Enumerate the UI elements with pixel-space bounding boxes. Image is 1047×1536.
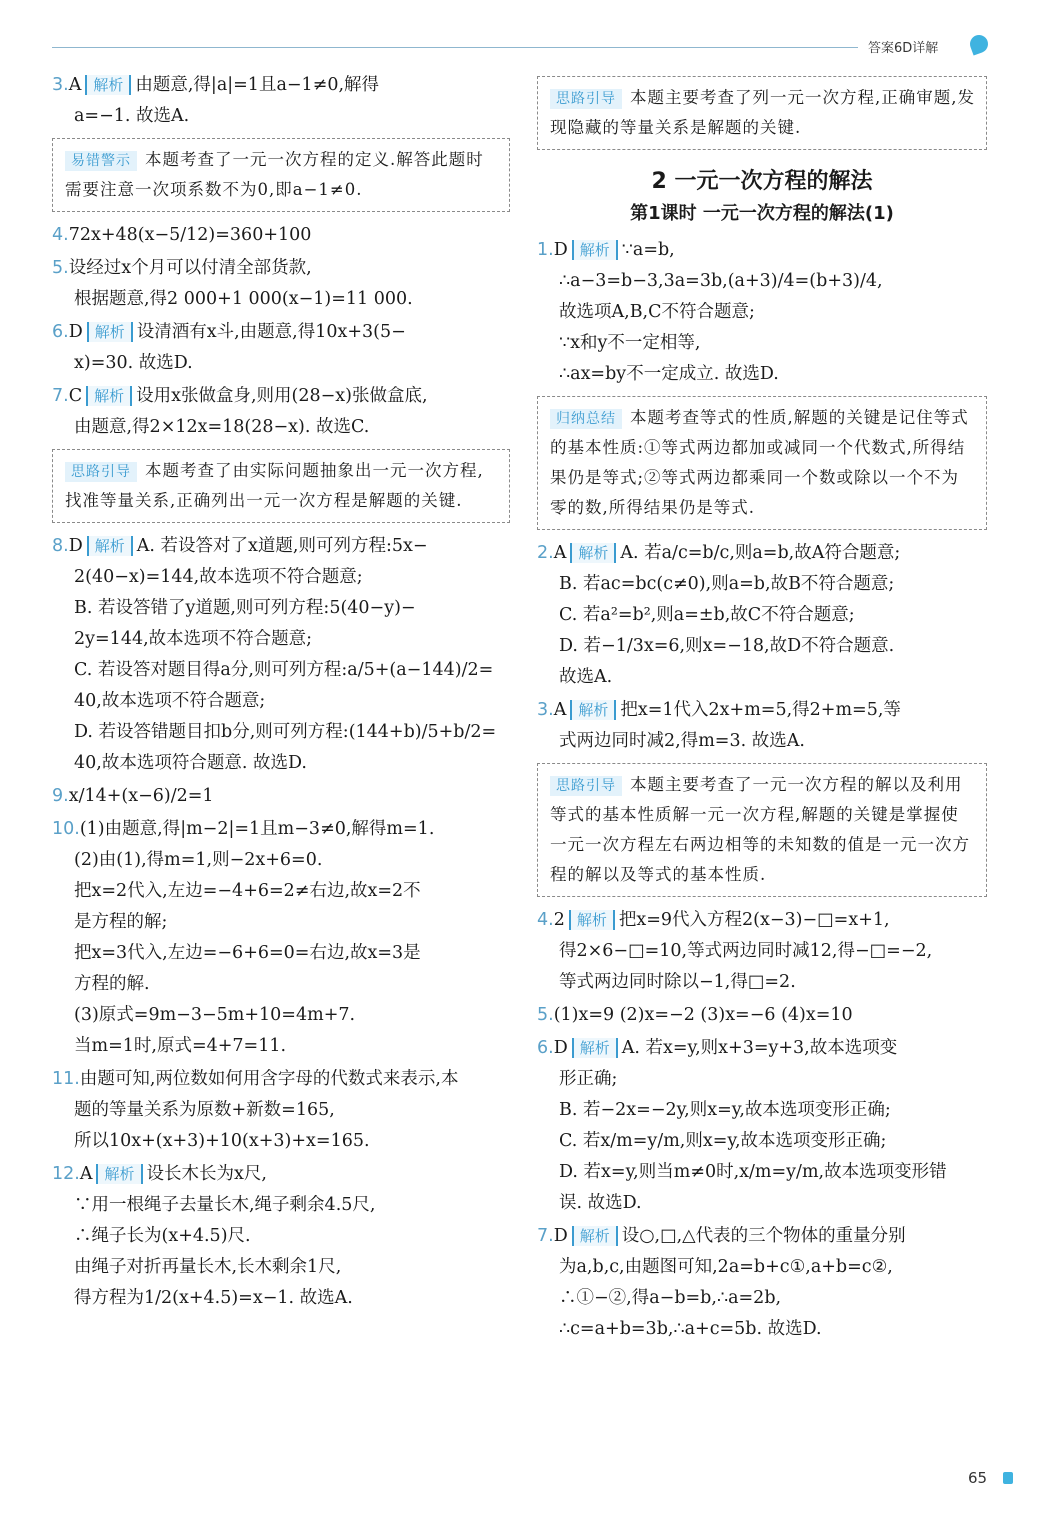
question-item bbox=[537, 1000, 987, 1031]
answer-text: 得方程为1/2(x+4.5)=x−1. 故选A. bbox=[74, 1288, 353, 1308]
analysis-tag: 解析 bbox=[85, 75, 131, 95]
answer-text: ∵用一根绳子去量长木,绳子剩余4.5尺, bbox=[74, 1195, 376, 1215]
answer-text: ∵a=b, bbox=[621, 240, 675, 260]
question-item bbox=[537, 695, 987, 757]
answer-line bbox=[537, 905, 987, 936]
answer-line bbox=[52, 907, 510, 938]
answer-text: 2(40−x)=144,故本选项不符合题意; bbox=[74, 567, 363, 587]
answer-line bbox=[537, 1000, 987, 1031]
answer-line bbox=[52, 1095, 510, 1126]
answer-text: 故选A. bbox=[559, 667, 613, 687]
answer-text: B. 若−2x=−2y,则x=y,故本选项变形正确; bbox=[559, 1100, 891, 1120]
answer-text: A. 若a/c=b/c,则a=b,故A符合题意; bbox=[620, 543, 901, 563]
tip-tag: 思路引导 bbox=[550, 776, 622, 796]
question-number: 6. bbox=[52, 322, 69, 342]
answer-text: 设用x张做盒身,则用(28−x)张做盒底, bbox=[136, 386, 428, 406]
answer-choice: D bbox=[68, 536, 83, 556]
question-number: 8. bbox=[52, 536, 69, 556]
answer-line bbox=[52, 101, 510, 132]
analysis-tag: 解析 bbox=[569, 910, 615, 930]
answer-line bbox=[52, 624, 510, 655]
answer-text: ∴①−②,得a−b=b,∴a=2b, bbox=[559, 1288, 782, 1308]
question-item bbox=[52, 381, 510, 443]
answer-line bbox=[52, 381, 510, 412]
answer-line bbox=[537, 1126, 987, 1157]
answer-text: ∴ax=by不一定成立. 故选D. bbox=[559, 364, 779, 384]
answer-line bbox=[52, 748, 510, 779]
answer-line bbox=[52, 655, 510, 686]
answer-line bbox=[537, 359, 987, 390]
question-number: 1. bbox=[537, 240, 554, 260]
answer-line bbox=[52, 284, 510, 315]
analysis-tag: 解析 bbox=[87, 322, 133, 342]
question-item bbox=[52, 814, 510, 1062]
answer-line bbox=[52, 814, 510, 845]
answer-line bbox=[52, 412, 510, 443]
answer-text: 是方程的解; bbox=[74, 912, 168, 932]
answer-line bbox=[52, 876, 510, 907]
question-item bbox=[537, 905, 987, 998]
answer-text: 由题意,得2×12x=18(28−x). 故选C. bbox=[74, 417, 370, 437]
question-number: 7. bbox=[52, 386, 69, 406]
question-number: 4. bbox=[52, 225, 69, 245]
answer-text: (1)x=9 (2)x=−2 (3)x=−6 (4)x=10 bbox=[553, 1005, 853, 1025]
answer-text: 40,故本选项不符合题意; bbox=[74, 691, 266, 711]
question-number: 10. bbox=[52, 819, 80, 839]
section-title: 2 一元一次方程的解法 bbox=[651, 169, 873, 194]
answer-text: x/14+(x−6)/2=1 bbox=[68, 786, 214, 806]
answer-text: x)=30. 故选D. bbox=[74, 353, 193, 373]
answer-text: (3)原式=9m−3−5m+10=4m+7. bbox=[74, 1005, 356, 1025]
answer-text: 根据题意,得2 000+1 000(x−1)=11 000. bbox=[74, 289, 413, 309]
answer-line bbox=[52, 348, 510, 379]
answer-text: 式两边同时减2,得m=3. 故选A. bbox=[559, 731, 805, 751]
answer-line bbox=[52, 845, 510, 876]
left-column bbox=[52, 70, 510, 1316]
answer-line bbox=[52, 1031, 510, 1062]
answer-text: (1)由题意,得|m−2|=1且m−3≠0,解得m=1. bbox=[79, 819, 435, 839]
question-item bbox=[52, 253, 510, 315]
question-item bbox=[52, 1159, 510, 1314]
answer-text: ∴a−3=b−3,3a=3b,(a+3)/4=(b+3)/4, bbox=[559, 271, 883, 291]
analysis-tag: 解析 bbox=[96, 1164, 142, 1184]
answer-text: ∴c=a+b=3b,∴a+c=5b. 故选D. bbox=[559, 1319, 822, 1339]
answer-text: B. 若ac=bc(c≠0),则a=b,故B不符合题意; bbox=[559, 574, 895, 594]
question-item bbox=[52, 220, 510, 251]
answer-line bbox=[537, 695, 987, 726]
answer-choice: 2 bbox=[553, 910, 565, 930]
answer-choice: D bbox=[553, 1038, 568, 1058]
answer-line bbox=[52, 593, 510, 624]
answer-text: D. 若x=y,则当m≠0时,x/m=y/m,故本选项变形错 bbox=[559, 1162, 947, 1182]
answer-line bbox=[537, 266, 987, 297]
question-number: 3. bbox=[537, 700, 554, 720]
question-number: 11. bbox=[52, 1069, 80, 1089]
answer-text: 所以10x+(x+3)+10(x+3)+x=165. bbox=[74, 1131, 370, 1151]
answer-text: 把x=9代入方程2(x−3)−□=x+1, bbox=[618, 910, 890, 930]
answer-line bbox=[52, 1221, 510, 1252]
answer-line bbox=[52, 717, 510, 748]
question-number: 5. bbox=[537, 1005, 554, 1025]
answer-line bbox=[537, 1314, 987, 1345]
answer-line bbox=[537, 967, 987, 998]
answer-text: 把x=3代入,左边=−6+6=0=右边,故x=3是 bbox=[74, 943, 421, 963]
tip-box bbox=[537, 763, 987, 897]
answer-text: 由题可知,两位数如何用含字母的代数式来表示,本 bbox=[79, 1069, 459, 1089]
question-item bbox=[537, 235, 987, 390]
answer-line bbox=[537, 1064, 987, 1095]
answer-choice: D bbox=[553, 240, 568, 260]
question-item bbox=[537, 1221, 987, 1345]
answer-line bbox=[537, 726, 987, 757]
answer-choice: A bbox=[553, 700, 567, 720]
answer-line bbox=[537, 538, 987, 569]
answer-line bbox=[52, 686, 510, 717]
answer-text: 由题意,得|a|=1且a−1≠0,解得 bbox=[135, 75, 380, 95]
tip-text: 本题考查了由实际问题抽象出一元一次方程,找准等量关系,正确列出一元一次方程是解题的关键. bbox=[65, 461, 484, 510]
answer-line bbox=[537, 1157, 987, 1188]
answer-text: C. 若x/m=y/m,则x=y,故本选项变形正确; bbox=[559, 1131, 887, 1151]
answer-text: D. 若−1/3x=6,则x=−18,故D不符合题意. bbox=[559, 636, 895, 656]
answer-text: 设清酒有x斗,由题意,得10x+3(5− bbox=[136, 322, 406, 342]
answer-text: ∴绳子长为(x+4.5)尺. bbox=[74, 1226, 251, 1246]
answer-choice: A bbox=[553, 543, 567, 563]
answer-text: 设长木长为x尺, bbox=[146, 1164, 267, 1184]
answer-text: 方程的解. bbox=[74, 974, 150, 994]
question-item bbox=[537, 1033, 987, 1219]
answer-text: 形正确; bbox=[559, 1069, 618, 1089]
answer-line bbox=[52, 220, 510, 251]
answer-line bbox=[52, 1159, 510, 1190]
analysis-tag: 解析 bbox=[86, 386, 132, 406]
right-column bbox=[537, 70, 987, 1347]
page-corner-icon bbox=[1003, 1472, 1013, 1484]
answer-line bbox=[537, 600, 987, 631]
question-number: 4. bbox=[537, 910, 554, 930]
question-item bbox=[52, 781, 510, 812]
answer-text: 2y=144,故本选项不符合题意; bbox=[74, 629, 313, 649]
analysis-tag: 解析 bbox=[572, 240, 618, 260]
question-number: 12. bbox=[52, 1164, 80, 1184]
answer-line bbox=[52, 1126, 510, 1157]
answer-choice: A bbox=[79, 1164, 93, 1184]
tip-tag: 易错警示 bbox=[65, 151, 137, 171]
answer-text: (2)由(1),得m=1,则−2x+6=0. bbox=[74, 850, 323, 870]
answer-text: 为a,b,c,由题图可知,2a=b+c①,a+b=c②, bbox=[559, 1257, 893, 1277]
answer-text: 由绳子对折再量长木,长木剩余1尺, bbox=[74, 1257, 342, 1277]
answer-choice: A bbox=[68, 75, 82, 95]
answer-line bbox=[537, 1221, 987, 1252]
header-leaf-icon bbox=[967, 32, 990, 55]
tip-box bbox=[537, 396, 987, 530]
tip-box bbox=[537, 76, 987, 150]
answer-choice: C bbox=[68, 386, 83, 406]
answer-text: 当m=1时,原式=4+7=11. bbox=[74, 1036, 287, 1056]
tip-tag: 归纳总结 bbox=[550, 409, 622, 429]
question-number: 7. bbox=[537, 1226, 554, 1246]
answer-line bbox=[537, 235, 987, 266]
answer-line bbox=[52, 969, 510, 1000]
header-rule bbox=[52, 47, 858, 48]
analysis-tag: 解析 bbox=[572, 1038, 618, 1058]
answer-text: 题的等量关系为原数+新数=165, bbox=[74, 1100, 335, 1120]
question-item bbox=[52, 70, 510, 132]
tip-box bbox=[52, 138, 510, 212]
answer-text: B. 若设答错了y道题,则可列方程:5(40−y)− bbox=[74, 598, 416, 618]
tip-text: 本题考查等式的性质,解题的关键是记住等式的基本性质:①等式两边都加或减同一个代数式,所得结果仍是等式;②等式两边都乘同一个数或除以一个不为零的数,所得结果仍是等式. bbox=[550, 408, 969, 517]
answer-line bbox=[537, 1095, 987, 1126]
question-number: 5. bbox=[52, 258, 69, 278]
tip-tag: 思路引导 bbox=[65, 462, 137, 482]
answer-line bbox=[537, 1283, 987, 1314]
answer-line bbox=[537, 1252, 987, 1283]
question-number: 9. bbox=[52, 786, 69, 806]
answer-line bbox=[537, 662, 987, 693]
lesson-title: 第1课时 一元一次方程的解法(1) bbox=[630, 203, 894, 224]
answer-line bbox=[537, 328, 987, 359]
answer-line bbox=[52, 317, 510, 348]
answer-text: 误. 故选D. bbox=[559, 1193, 642, 1213]
question-number: 3. bbox=[52, 75, 69, 95]
answer-text: 把x=2代入,左边=−4+6=2≠右边,故x=2不 bbox=[74, 881, 421, 901]
answer-text: C. 若设答对题目得a分,则可列方程:a/5+(a−144)/2= bbox=[74, 660, 494, 680]
answer-line bbox=[52, 70, 510, 101]
answer-text: 等式两边同时除以−1,得□=2. bbox=[559, 972, 796, 992]
answer-choice: D bbox=[553, 1226, 568, 1246]
answer-line bbox=[52, 1000, 510, 1031]
answer-line bbox=[537, 1188, 987, 1219]
answer-line bbox=[52, 531, 510, 562]
tip-box bbox=[52, 449, 510, 523]
answer-line bbox=[537, 1033, 987, 1064]
answer-line bbox=[537, 569, 987, 600]
answer-choice: D bbox=[68, 322, 83, 342]
question-item bbox=[52, 1064, 510, 1157]
answer-line bbox=[52, 781, 510, 812]
answer-text: A. 若x=y,则x+3=y+3,故本选项变 bbox=[621, 1038, 898, 1058]
question-item bbox=[52, 317, 510, 379]
answer-line bbox=[537, 936, 987, 967]
answer-line bbox=[537, 631, 987, 662]
answer-text: C. 若a²=b²,则a=±b,故C不符合题意; bbox=[559, 605, 855, 625]
answer-text: 设○,□,△代表的三个物体的重量分别 bbox=[621, 1226, 906, 1246]
question-item bbox=[52, 531, 510, 779]
analysis-tag: 解析 bbox=[570, 700, 616, 720]
answer-text: A. 若设答对了x道题,则可列方程:5x− bbox=[136, 536, 428, 556]
answer-line bbox=[52, 1064, 510, 1095]
page-number: 65 bbox=[968, 1469, 988, 1487]
answer-text: D. 若设答错题目扣b分,则可列方程:(144+b)/5+b/2= bbox=[74, 722, 497, 742]
tip-tag: 思路引导 bbox=[550, 89, 622, 109]
answer-line bbox=[52, 562, 510, 593]
tip-text: 本题考查了一元一次方程的定义.解答此题时需要注意一次项系数不为0,即a−1≠0. bbox=[65, 150, 484, 199]
answer-text: 得2×6−□=10,等式两边同时减12,得−□=−2, bbox=[559, 941, 933, 961]
question-number: 6. bbox=[537, 1038, 554, 1058]
answer-line bbox=[52, 1190, 510, 1221]
analysis-tag: 解析 bbox=[572, 1226, 618, 1246]
answer-line bbox=[537, 297, 987, 328]
answer-text: 设经过x个月可以付清全部货款, bbox=[68, 258, 312, 278]
answer-line bbox=[52, 1252, 510, 1283]
question-number: 2. bbox=[537, 543, 554, 563]
answer-text: 72x+48(x−5/12)=360+100 bbox=[68, 225, 312, 245]
question-item bbox=[537, 538, 987, 693]
tip-text: 本题主要考查了一元一次方程的解以及利用等式的基本性质解一元一次方程,解题的关键是掌握使一元一次方程左右两边相等的未知数的值是一元一次方程的解以及等式的基本性质. bbox=[550, 775, 970, 884]
tip-text: 本题主要考查了列一元一次方程,正确审题,发现隐藏的等量关系是解题的关键. bbox=[550, 88, 975, 137]
answer-text: 把x=1代入2x+m=5,得2+m=5,等 bbox=[620, 700, 901, 720]
answer-text: a=−1. 故选A. bbox=[74, 106, 190, 126]
analysis-tag: 解析 bbox=[87, 536, 133, 556]
analysis-tag: 解析 bbox=[570, 543, 616, 563]
answer-text: 40,故本选项符合题意. 故选D. bbox=[74, 753, 307, 773]
answer-line bbox=[52, 253, 510, 284]
answer-text: 故选项A,B,C不符合题意; bbox=[559, 302, 755, 322]
answer-line bbox=[52, 1283, 510, 1314]
answer-text: ∵x和y不一定相等, bbox=[559, 333, 701, 353]
header-label: 答案6D详解 bbox=[868, 41, 939, 56]
answer-line bbox=[52, 938, 510, 969]
